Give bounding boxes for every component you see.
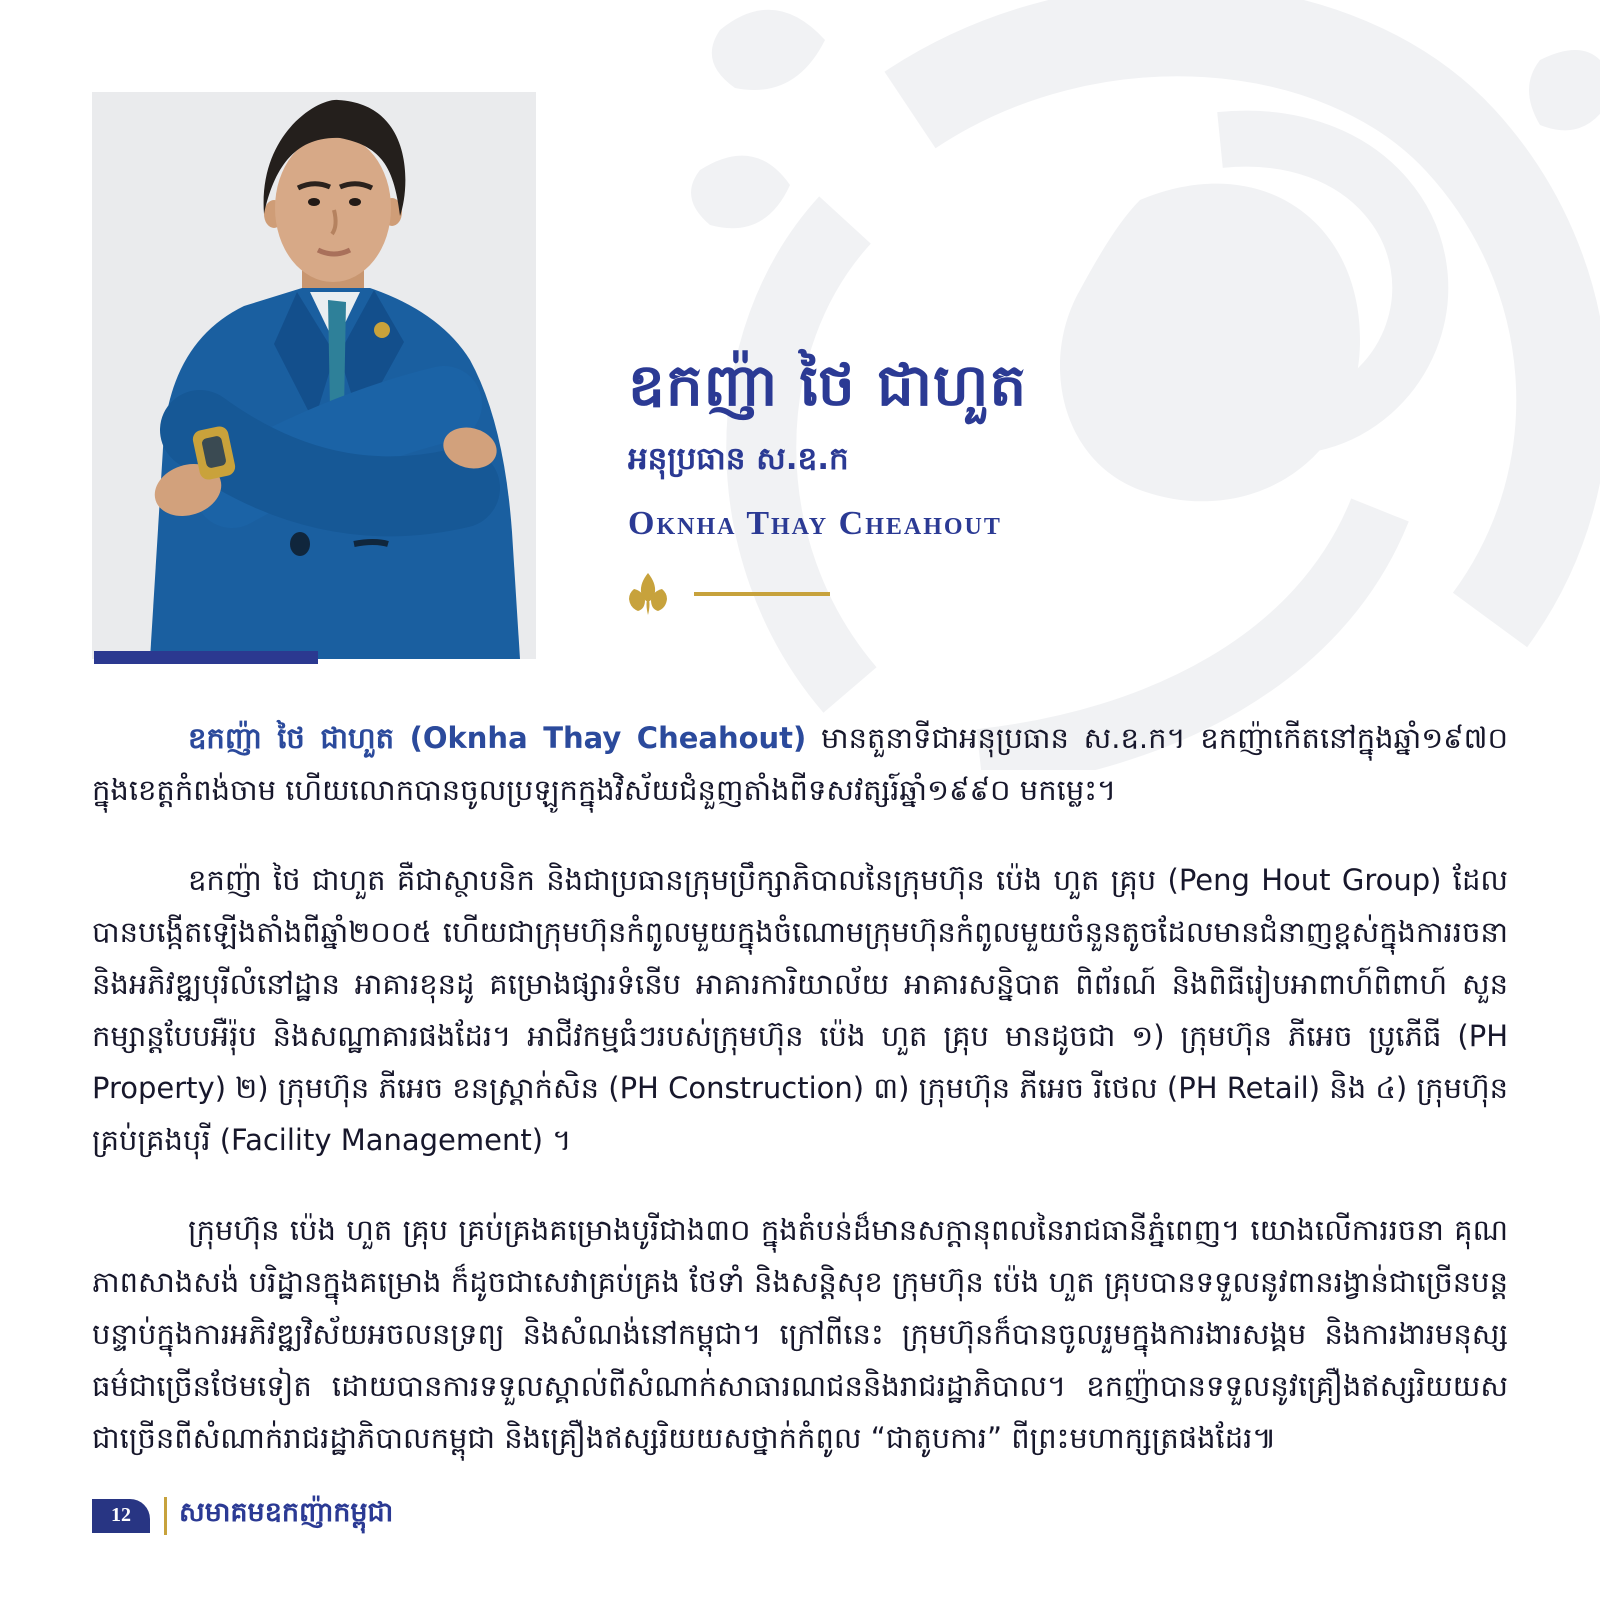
paragraph-3: ក្រុមហ៊ុន ប៉េង ហួត គ្រុប គ្រប់គ្រងគម្រោងបូរីជាង៣០ ក្នុងតំបន់ដ៏មានសក្តានុពលនៃរាជធានីភ្នំពេញ។ យោងលើការរចនា គុណភាពសាងសង់ បរិដ្ឋានក្នុងគម្រោង ក៏ដូចជាសេវាគ្រប់គ្រង ថែទាំ និងសន្តិសុខ ក្រុមហ៊ុន ប៉េង ហួត គ្រុបបានទទួលនូវពានរង្វាន់ជាច្រើនបន្តបន្ទាប់ក្នុងការអភិវឌ្ឍវិស័យអចលនទ្រព្យ និងសំណង់នៅកម្ពុជា។ ក្រៅពីនេះ ក្រុមហ៊ុនក៏បានចូលរួមក្នុងការងារសង្គម និងការងារមនុស្សធម៌ជាច្រើនថែមទៀត ដោយបានការទទួលស្គាល់ពីសំណាក់សាធារណជននិងរាជរដ្ឋាភិបាល។ ឧកញ៉ាបានទទួលនូវគ្រឿងឥស្សរិយយសជាច្រើនពីសំណាក់រាជរដ្ឋាភិបាលកម្ពុជា និងគ្រឿងឥស្សរិយយសថ្នាក់កំពូល “ជាតូបការ” ពីព្រះមហាក្សត្រផងដែរ៕ <box>92 1213 1508 1455</box>
page-number-badge: 12 <box>92 1499 150 1533</box>
gold-divider-line <box>694 592 830 596</box>
biography-text <box>92 712 1508 1502</box>
paragraph-2: ឧកញ៉ា ថៃ ជាហួត គឺជាស្ថាបនិក និងជាប្រធានក្រុមប្រឹក្សាភិបាលនៃក្រុមហ៊ុន ប៉េង ហួត គ្រុប (Peng Hout Group) ដែលបានបង្កើតឡើងតាំងពីឆ្នាំ២០០៥ ហើយជាក្រុមហ៊ុនកំពូលមួយក្នុងចំណោមក្រុមហ៊ុនកំពូលមួយចំនួនតូចដែលមានជំនាញខ្ពស់ក្នុងការរចនា និងអភិវឌ្ឍបុរីលំនៅដ្ឋាន អាគារខុនដូ គម្រោងផ្សារទំនើប អាគារការិយាល័យ អាគារសន្និបាត ពិព័រណ៍ និងពិធីរៀបអាពាហ៍ពិពាហ៍ សួនកម្សាន្តបែបអឺរ៉ុប និងសណ្ឋាគារផងដែរ។ អាជីវកម្មធំៗរបស់ក្រុមហ៊ុន ប៉េង ហួត គ្រុប មានដូចជា ១) ក្រុមហ៊ុន ភីអេច ប្រូភើធី (PH Property) ២) ក្រុមហ៊ុន ភីអេច ខនស្ត្រាក់សិន (PH Construction) ៣) ក្រុមហ៊ុន ភីអេច រីថេល (PH Retail) និង ៤) ក្រុមហ៊ុនគ្រប់គ្រងបុរី (Facility Management) ។ <box>92 863 1508 1157</box>
paragraph-1 <box>92 712 1508 816</box>
profile-name-khmer: ឧកញ៉ា ថៃ ជាហួត <box>628 351 1028 419</box>
lapel-pin <box>374 322 390 338</box>
page-footer <box>92 1496 393 1535</box>
footer-gold-rule <box>164 1497 167 1535</box>
lotus-icon <box>628 573 668 615</box>
profile-title-block <box>628 352 1027 615</box>
paragraph-1-rest: មានតួនាទីជាអនុប្រធាន ស.ឧ.ក។ ឧកញ៉ាកើតនៅក្នុងឆ្នាំ១៩៧០ ក្នុងខេត្តកំពង់ចាម ហើយលោកបានចូលប្រឡូកក្នុងវិស័យជំនួញតាំងពីទសវត្សរ៍ឆ្នាំ១៩៩០ មកម្លេះ។ <box>92 721 1509 807</box>
title-divider <box>628 573 1027 615</box>
paragraph-1-lead: ឧកញ៉ា ថៃ ជាហួត (Oknha Thay Cheahout) <box>188 721 807 755</box>
profile-role-khmer: អនុប្រធាន ស.ឧ.ក <box>628 441 849 477</box>
association-name: សមាគមឧកញ៉ាកម្ពុជា <box>179 1497 394 1528</box>
portrait-photo <box>92 92 536 659</box>
profile-name-english: Oknha Thay Cheahout <box>628 505 1002 542</box>
portrait-illustration <box>92 92 536 659</box>
photo-accent-bar <box>94 651 318 664</box>
